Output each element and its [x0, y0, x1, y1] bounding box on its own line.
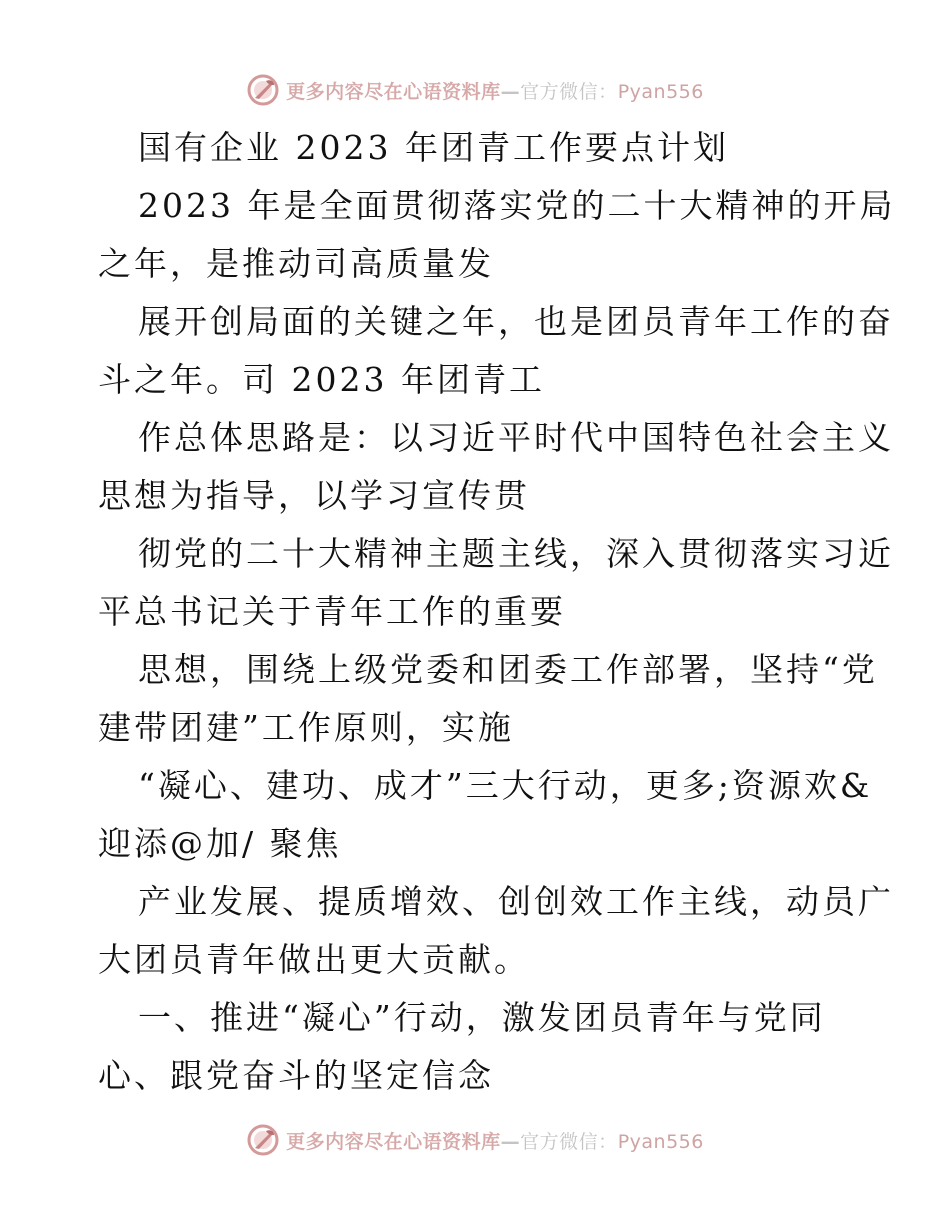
watermark-label: 官方微信：	[520, 80, 618, 103]
feather-seal-icon	[246, 1123, 280, 1157]
paragraph-line: 之年，是推动司高质量发	[98, 244, 494, 283]
section-heading-continued: 心、跟党奋斗的坚定信念	[98, 1056, 494, 1095]
paragraph-line: 彻党的二十大精神主题主线，深入贯彻落实习近	[138, 534, 894, 573]
paragraph-line: “凝心、建功、成才”三大行动，更多;资源欢&	[138, 766, 873, 805]
paragraph-line: 建带团建”工作原则，实施	[98, 708, 514, 747]
paragraph-line: 2023 年是全面贯彻落实党的二十大精神的开局	[138, 186, 896, 225]
watermark-footer	[0, 1122, 950, 1158]
paragraph-line: 迎添@加/ 聚焦	[98, 824, 342, 863]
paragraph-line: 展开创局面的关键之年，也是团员青年工作的奋	[138, 302, 894, 341]
paragraph-line: 作总体思路是：以习近平时代中国特色社会主义	[138, 418, 894, 457]
document-title: 国有企业 2023 年团青工作要点计划	[138, 128, 729, 167]
watermark-separator: —	[500, 80, 521, 103]
watermark-main-text: 更多内容尽在心语资料库	[286, 80, 501, 103]
watermark-label: 官方微信：	[520, 1130, 618, 1153]
watermark-wechat-id: Pyan556	[617, 80, 704, 103]
paragraph-line: 思想为指导，以学习宣传贯	[98, 476, 530, 515]
paragraph-line: 产业发展、提质增效、创创效工作主线，动员广	[138, 882, 894, 921]
watermark-wechat-id: Pyan556	[617, 1130, 704, 1153]
paragraph-line: 斗之年。司 2023 年团青工	[98, 360, 545, 399]
paragraph-line: 平总书记关于青年工作的重要	[98, 592, 566, 631]
paragraph-line: 思想，围绕上级党委和团委工作部署，坚持“党	[138, 650, 878, 689]
section-heading: 一、推进“凝心”行动，激发团员青年与党同	[138, 998, 826, 1037]
paragraph-line: 大团员青年做出更大贡献。	[98, 940, 530, 979]
watermark-main-text: 更多内容尽在心语资料库	[286, 1130, 501, 1153]
watermark-separator: —	[500, 1130, 521, 1153]
